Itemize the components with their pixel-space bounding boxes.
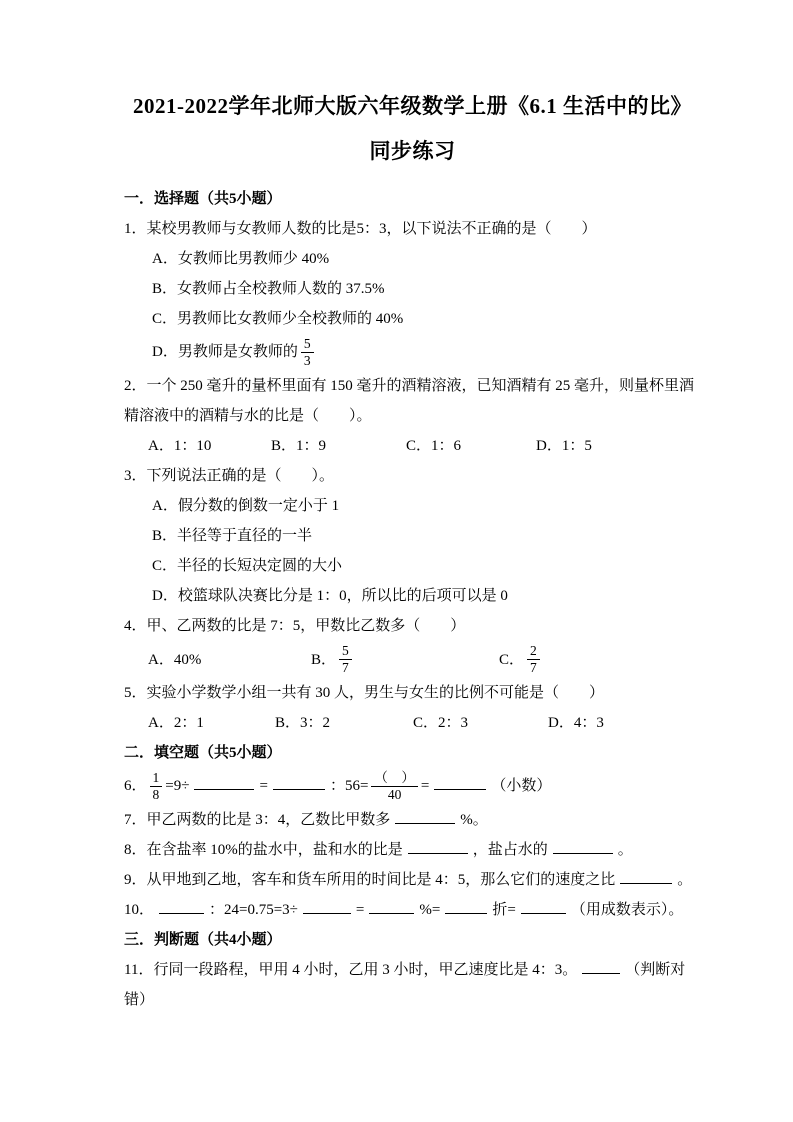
text-run: %= xyxy=(419,902,441,918)
text-run: 10． xyxy=(124,902,155,918)
text-run: 。 xyxy=(617,842,633,858)
fraction: $\frac{5}{3}$ xyxy=(301,336,314,369)
document-body xyxy=(124,184,701,1015)
text-run: D．4：3 xyxy=(548,715,604,731)
option-item xyxy=(536,431,592,461)
option-item xyxy=(311,641,499,678)
question-text xyxy=(124,955,701,1015)
blank-underline xyxy=(273,776,325,790)
blank-underline xyxy=(408,840,468,854)
text-run: B．半径等于直径的一半 xyxy=(152,528,313,544)
text-run: 6． xyxy=(124,777,147,794)
option-line xyxy=(124,274,701,304)
text-run: （小数） xyxy=(491,777,552,794)
text-run: B．1：9 xyxy=(271,438,327,454)
text-run: A．40% xyxy=(148,651,202,668)
option-line xyxy=(124,304,701,334)
section-heading xyxy=(124,925,701,955)
text-run: 3．下列说法正确的是（ ）。 xyxy=(124,468,335,484)
question-text xyxy=(124,461,701,491)
text-run: D．1：5 xyxy=(536,438,592,454)
text-run: 一．选择题（共5小题） xyxy=(124,191,282,207)
blank-underline xyxy=(159,900,204,914)
text-run: B．3：2 xyxy=(275,715,331,731)
blank-underline xyxy=(553,840,613,854)
fraction: $\frac{5}{7}$ xyxy=(339,643,352,676)
option-item xyxy=(499,641,543,678)
text-run: 。 xyxy=(677,872,693,888)
option-line xyxy=(124,581,701,611)
blank-underline xyxy=(521,900,566,914)
text-run: 8．在含盐率 10%的盐水中，盐和水的比是 xyxy=(124,842,403,858)
text-run: 2．一个 250 毫升的量杯里面有 150 毫升的酒精溶液，已知酒精有 25 毫升，则量杯里酒精溶液中的酒精与水的比是（ ）。 xyxy=(124,378,695,424)
section-heading xyxy=(124,184,701,214)
text-run: B．女教师占全校教师人数的 37.5% xyxy=(152,281,385,297)
option-row xyxy=(124,708,701,738)
text-run: 二．填空题（共5小题） xyxy=(124,745,282,761)
blank-underline xyxy=(194,776,254,790)
text-run: = xyxy=(259,777,268,794)
option-item xyxy=(148,431,271,461)
option-item xyxy=(275,708,413,738)
question-text xyxy=(124,895,701,925)
blank-underline xyxy=(395,810,455,824)
text-run: C．2：3 xyxy=(413,715,469,731)
text-run: A．1：10 xyxy=(148,438,212,454)
question-text xyxy=(124,371,701,431)
blank-underline xyxy=(620,870,672,884)
text-run: A．假分数的倒数一定小于 1 xyxy=(152,498,340,514)
option-item xyxy=(413,708,548,738)
option-item xyxy=(271,431,406,461)
option-line xyxy=(124,491,701,521)
fraction: $\frac{2}{7}$ xyxy=(527,643,540,676)
question-text xyxy=(124,678,701,708)
fraction: $\frac{1}{8}$ xyxy=(150,770,163,803)
text-run: 折= xyxy=(492,902,516,918)
text-run: = xyxy=(355,902,365,918)
blank-underline xyxy=(303,900,351,914)
option-item xyxy=(148,645,311,675)
text-run: D．校篮球队决赛比分是 1：0，所以比的后项可以是 0 xyxy=(152,588,508,604)
option-item xyxy=(406,431,536,461)
text-run: C． xyxy=(499,651,525,668)
text-run: C．半径的长短决定圆的大小 xyxy=(152,558,343,574)
option-line xyxy=(124,551,701,581)
section-heading xyxy=(124,738,701,768)
text-run: 7．甲乙两数的比是 3：4，乙数比甲数多 xyxy=(124,812,391,828)
blank-underline xyxy=(445,900,487,914)
option-line xyxy=(124,521,701,551)
text-run: A．2：1 xyxy=(148,715,204,731)
option-line xyxy=(124,244,701,274)
text-run: B． xyxy=(311,651,337,668)
text-run: A．女教师比男教师少 40% xyxy=(152,251,330,267)
text-run: %。 xyxy=(460,812,488,828)
text-run: （用成数表示）。 xyxy=(570,902,684,918)
text-run: C．1：6 xyxy=(406,438,462,454)
page-title: 2021-2022学年北师大版六年级数学上册《6.1 生活中的比》同步练习 xyxy=(133,94,692,163)
blank-underline xyxy=(369,900,414,914)
question-text xyxy=(124,768,701,805)
text-run: C．男教师比女教师少全校教师的 40% xyxy=(152,311,404,327)
text-run: D．男教师是女教师的 xyxy=(152,343,298,360)
text-run: ：24=0.75=3÷ xyxy=(209,902,298,918)
option-row xyxy=(124,431,701,461)
blank-underline xyxy=(434,776,486,790)
text-run: ：56= xyxy=(329,777,369,794)
text-run: ，盐占水的 xyxy=(472,842,548,858)
question-text xyxy=(124,214,701,244)
text-run: 11．行同一段路程，甲用 4 小时，乙用 3 小时，甲乙速度比是 4：3。 xyxy=(124,962,578,978)
text-run: 4．甲、乙两数的比是 7：5，甲数比乙数多（ ） xyxy=(124,618,466,634)
question-text xyxy=(124,835,701,865)
question-text xyxy=(124,611,701,641)
text-run: 5．实验小学数学小组一共有 30 人，男生与女生的比例不可能是（ ） xyxy=(124,685,605,701)
text-run: =9÷ xyxy=(165,777,190,794)
fraction: $\frac{( )}{40}$ xyxy=(371,770,418,803)
text-run: = xyxy=(420,777,430,794)
option-row xyxy=(124,641,701,678)
text-run: 1．某校男教师与女教师人数的比是5：3，以下说法不正确的是（ ） xyxy=(124,221,597,237)
option-item xyxy=(548,708,604,738)
option-item xyxy=(148,708,275,738)
blank-underline xyxy=(582,960,620,974)
option-line xyxy=(124,334,701,371)
question-text xyxy=(124,805,701,835)
text-run: 9．从甲地到乙地，客车和货车所用的时间比是 4：5，那么它们的速度之比 xyxy=(124,872,616,888)
question-text xyxy=(124,865,701,895)
text-run: （判断对错） xyxy=(124,962,686,1008)
text-run: 三．判断题（共4小题） xyxy=(124,932,282,948)
